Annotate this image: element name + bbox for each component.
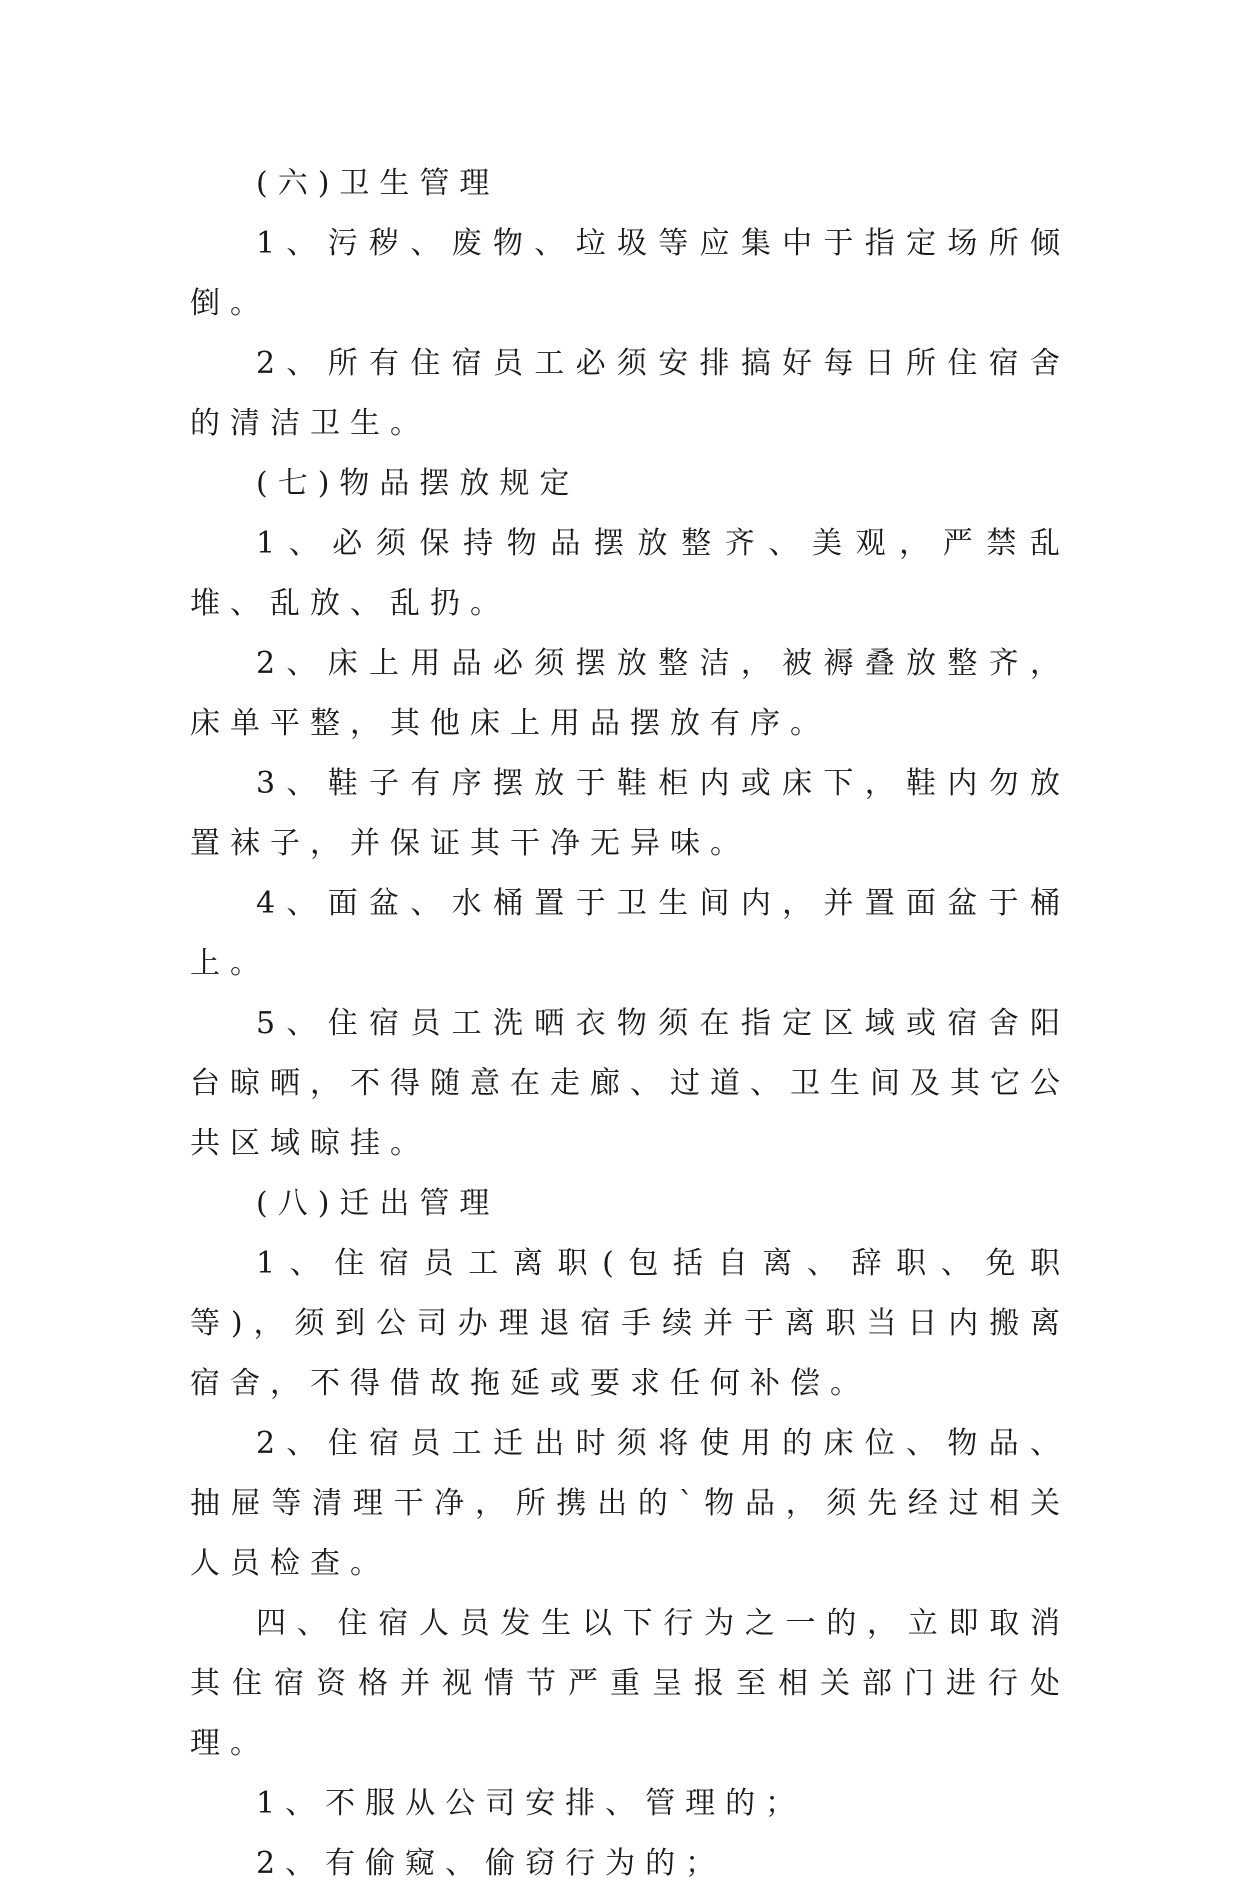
paragraph: 1、污秽、废物、垃圾等应集中于指定场所倾倒。 (190, 226, 1070, 321)
paragraph: 2、有偷窥、偷窃行为的； (256, 1846, 726, 1881)
paragraph: 1、住宿员工离职(包括自离、辞职、免职等)，须到公司办理退宿手续并于离职当日内搬离宿舍，不得借故拖延或要求任何补偿。 (190, 1246, 1070, 1401)
section-heading-hygiene: (六)卫生管理 (256, 166, 500, 201)
section-heading-disqualification: 四、住宿人员发生以下行为之一的，立即取消其住宿资格并视情节严重呈报至相关部门进行处理。 (190, 1606, 1070, 1761)
document-body (190, 154, 1070, 1894)
paragraph: 5、住宿员工洗晒衣物须在指定区域或宿舍阳台晾晒，不得随意在走廊、过道、卫生间及其它公共区域晾挂。 (190, 1006, 1070, 1161)
paragraph: 4、面盆、水桶置于卫生间内，并置面盆于桶上。 (190, 886, 1070, 981)
paragraph: 1、不服从公司安排、管理的； (256, 1786, 806, 1821)
paragraph: 1、必须保持物品摆放整齐、美观，严禁乱堆、乱放、乱扔。 (190, 526, 1070, 621)
paragraph: 3、鞋子有序摆放于鞋柜内或床下，鞋内勿放置袜子，并保证其干净无异味。 (190, 766, 1070, 861)
section-heading-item-placement: (七)物品摆放规定 (256, 466, 580, 501)
paragraph: 2、床上用品必须摆放整洁，被褥叠放整齐，床单平整，其他床上用品摆放有序。 (190, 646, 1070, 741)
section-heading-move-out: (八)迁出管理 (256, 1186, 500, 1221)
paragraph: 2、所有住宿员工必须安排搞好每日所住宿舍的清洁卫生。 (190, 346, 1070, 441)
paragraph: 2、住宿员工迁出时须将使用的床位、物品、抽屉等清理干净，所携出的`物品，须先经过相关人员检查。 (190, 1426, 1070, 1581)
